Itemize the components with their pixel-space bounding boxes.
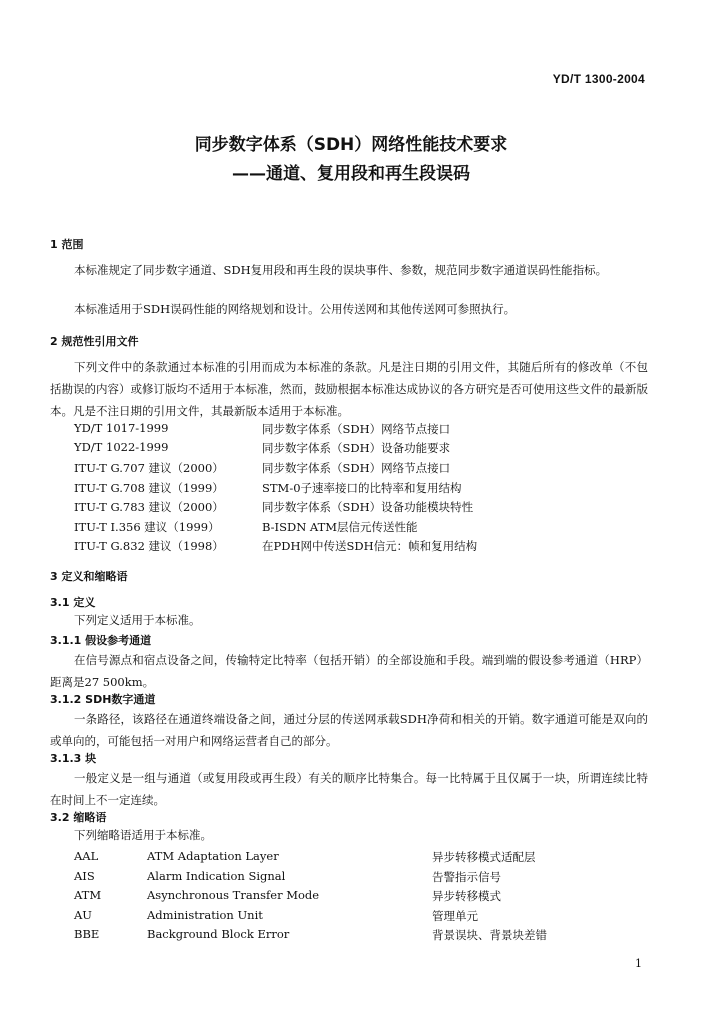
section-2-intro: 下列文件中的条款通过本标准的引用而成为本标准的条款。凡是注日期的引用文件，其随后所有的修改单（不包括勘误的内容）或修订版均不适用于本标准，然而，鼓励根据本标准达成协议的各方研究是否可使用这些文件的最新版本。凡是不注日期的引用文件，其最新版本适用于本标准。 xyxy=(50,360,648,418)
section-1-paragraph-2: 本标准适用于SDH误码性能的网络规划和设计。公用传送网和其他传送网可参照执行。 xyxy=(74,302,516,316)
abbreviation-english: Asynchronous Transfer Mode xyxy=(147,888,320,902)
page-number: 1 xyxy=(635,957,642,970)
abbreviation: AIS xyxy=(74,869,95,883)
reference-code: YD/T 1022-1999 xyxy=(74,440,169,454)
reference-code: YD/T 1017-1999 xyxy=(74,421,169,435)
reference-title: B-ISDN ATM层信元传送性能 xyxy=(262,520,418,534)
abbreviation: AAL xyxy=(74,849,99,863)
abbreviation-chinese: 管理单元 xyxy=(432,909,478,923)
reference-title: STM-0子速率接口的比特率和复用结构 xyxy=(262,481,462,495)
reference-code: ITU-T G.832 建议（1998） xyxy=(74,539,224,553)
reference-title: 同步数字体系（SDH）网络节点接口 xyxy=(262,422,451,436)
section-3-1-3-heading: 3.1.3 块 xyxy=(50,752,97,765)
main-title: 同步数字体系（SDH）网络性能技术要求 xyxy=(194,135,508,155)
reference-title: 同步数字体系（SDH）设备功能模块特性 xyxy=(262,500,474,514)
abbreviation-english: Alarm Indication Signal xyxy=(147,869,286,883)
reference-code: ITU-T G.783 建议（2000） xyxy=(74,500,224,514)
abbreviation: BBE xyxy=(74,927,100,941)
abbreviation-chinese: 告警指示信号 xyxy=(432,870,501,884)
sub-title: ——通道、复用段和再生段误码 xyxy=(232,164,470,184)
abbreviation-english: ATM Adaptation Layer xyxy=(147,849,279,863)
abbreviation: AU xyxy=(74,908,92,922)
section-3-1-3-text: 一般定义是一组与通道（或复用段或再生段）有关的顺序比特集合。每一比特属于且仅属于一块，所谓连续比特在时间上不一定连续。 xyxy=(50,771,648,807)
abbreviation-chinese: 异步转移模式适配层 xyxy=(432,850,536,864)
abbreviation-chinese: 背景误块、背景块差错 xyxy=(432,928,547,942)
abbreviation: ATM xyxy=(74,888,102,902)
reference-code: ITU-T G.708 建议（1999） xyxy=(74,481,224,495)
section-3-2-heading: 3.2 缩略语 xyxy=(50,811,107,824)
section-3-heading: 3 定义和缩略语 xyxy=(50,570,128,583)
section-3-2-intro: 下列缩略语适用于本标准。 xyxy=(74,828,212,842)
section-3-1-1-heading: 3.1.1 假设参考通道 xyxy=(50,634,152,647)
abbreviation-english: Background Block Error xyxy=(147,927,290,941)
abbreviation-english: Administration Unit xyxy=(147,908,263,922)
section-1-heading: 1 范围 xyxy=(50,238,84,251)
section-3-1-2-heading: 3.1.2 SDH数字通道 xyxy=(50,693,156,706)
section-3-1-1-text: 在信号源点和宿点设备之间，传输特定比特率（包括开销）的全部设施和手段。端到端的假设参考通道（HRP）距离是27 500km。 xyxy=(50,653,648,689)
section-3-1-2-text: 一条路径，该路径在通道终端设备之间，通过分层的传送网承载SDH净荷和相关的开销。数字通道可能是双向的或单向的，可能包括一对用户和网络运营者自己的部分。 xyxy=(50,712,648,748)
section-1-paragraph-1: 本标准规定了同步数字通道、SDH复用段和再生段的误块事件、参数，规范同步数字通道误码性能指标。 xyxy=(74,263,608,277)
section-3-1-heading: 3.1 定义 xyxy=(50,596,96,609)
reference-code: ITU-T G.707 建议（2000） xyxy=(74,461,224,475)
reference-title: 同步数字体系（SDH）设备功能要求 xyxy=(262,441,451,455)
abbreviation-chinese: 异步转移模式 xyxy=(432,889,501,903)
standard-id: YD/T 1300-2004 xyxy=(552,72,645,86)
section-3-1-text: 下列定义适用于本标准。 xyxy=(74,613,201,627)
reference-title: 同步数字体系（SDH）网络节点接口 xyxy=(262,461,451,475)
section-2-heading: 2 规范性引用文件 xyxy=(50,335,139,348)
reference-code: ITU-T I.356 建议（1999） xyxy=(74,520,220,534)
reference-title: 在PDH网中传送SDH信元：帧和复用结构 xyxy=(262,539,478,553)
